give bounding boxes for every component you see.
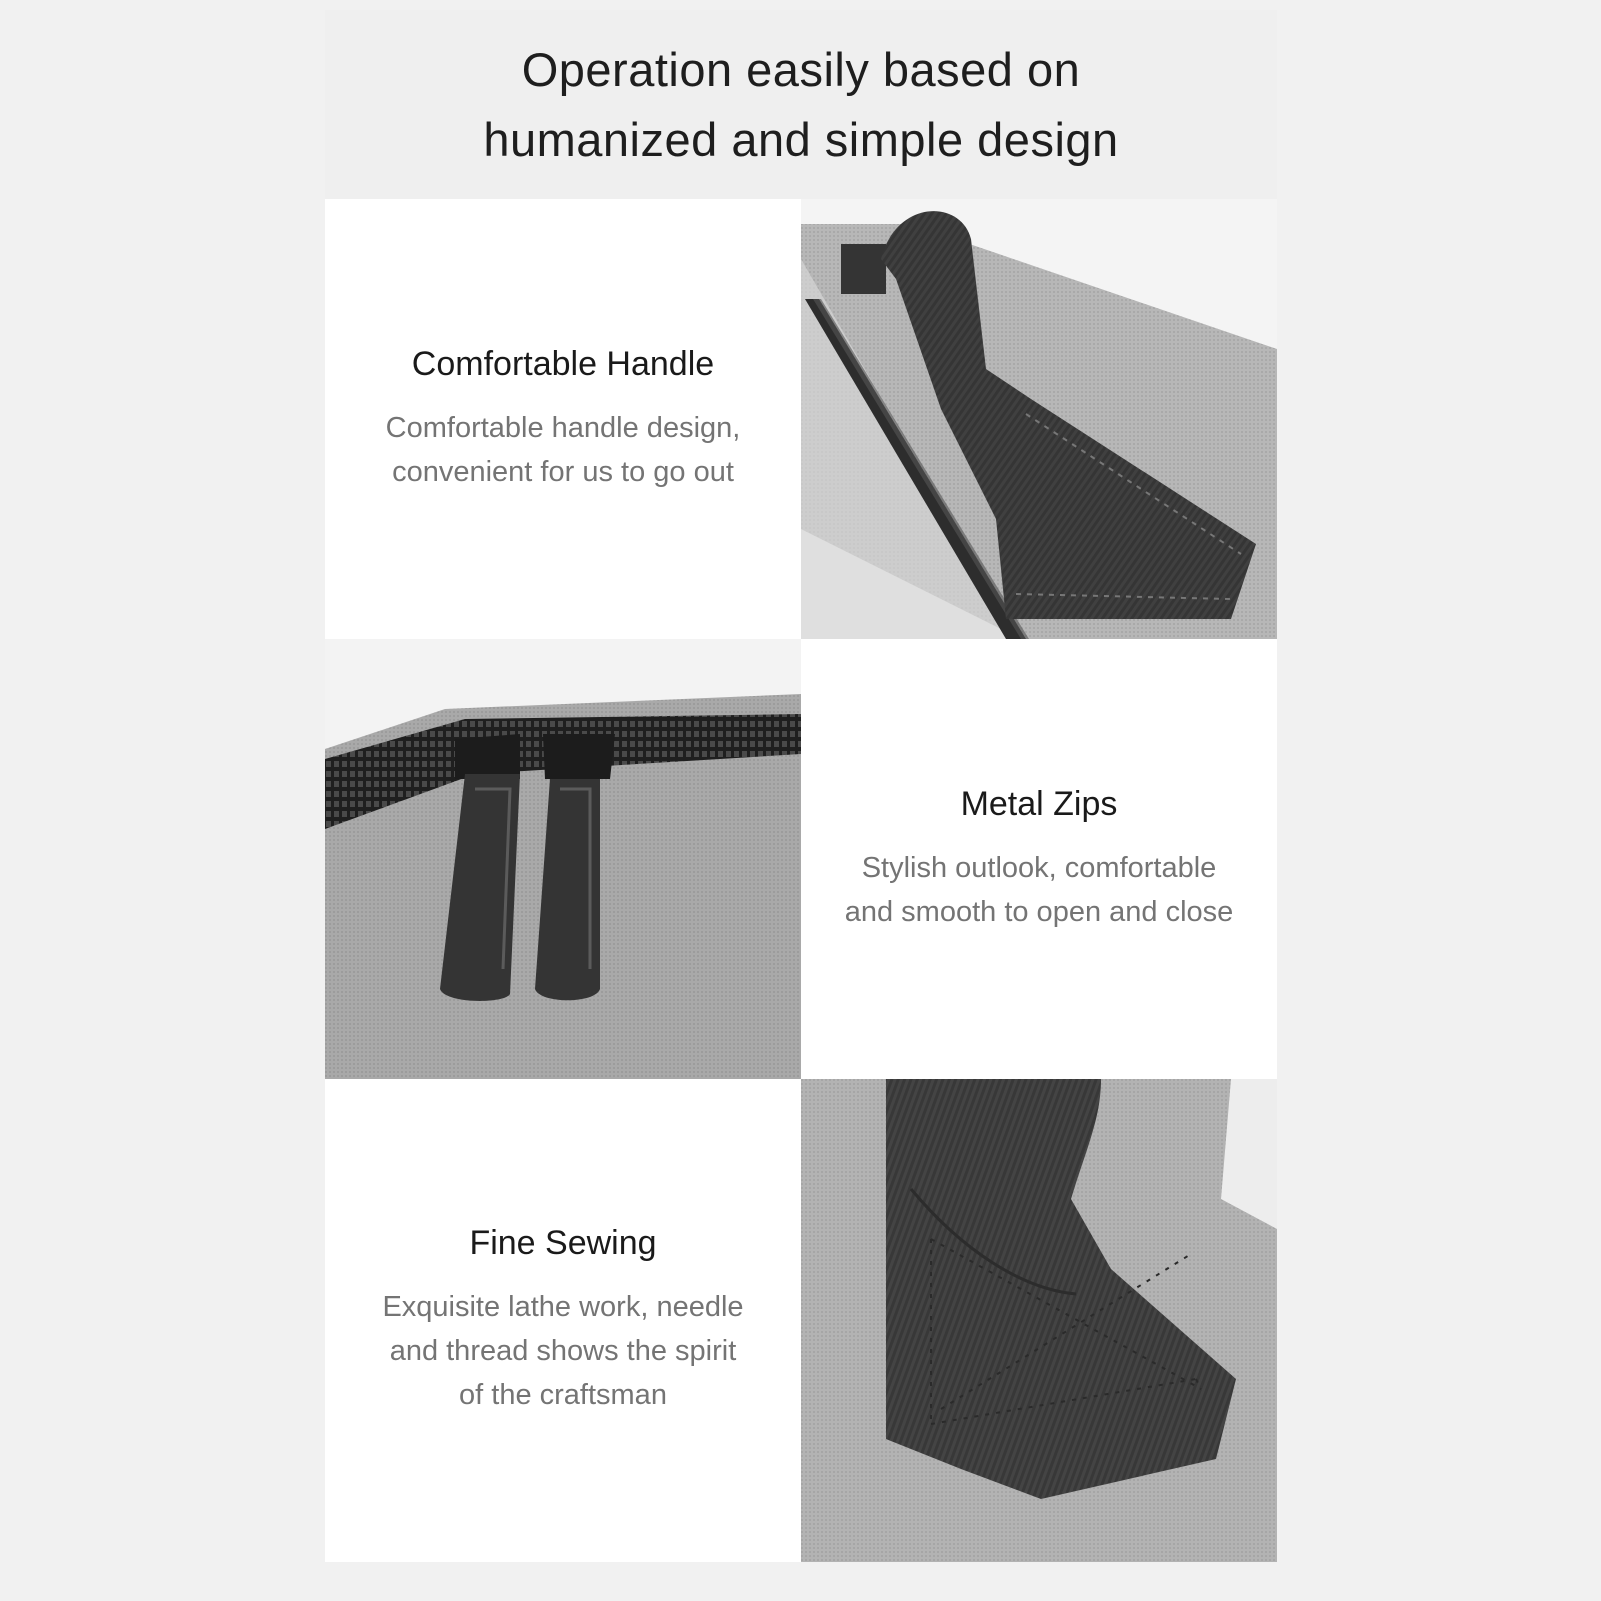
feature-zips: [801, 639, 1277, 1079]
header-banner: [325, 10, 1277, 199]
stitching-photo-icon: [801, 1079, 1277, 1562]
handle-photo-icon: [801, 199, 1277, 639]
feature-desc-line: Comfortable handle design,: [385, 411, 741, 444]
zipper-photo-icon: [325, 639, 801, 1079]
feature-handle: [325, 199, 801, 639]
feature-desc-line: Stylish outlook, comfortable: [861, 851, 1217, 884]
zipper-photo: [325, 639, 801, 1079]
feature-title: Fine Sewing: [469, 1224, 657, 1262]
handle-photo: [801, 199, 1277, 639]
product-panel: [325, 10, 1277, 1562]
feature-desc-line: and thread shows the spirit: [389, 1335, 737, 1367]
feature-title: Metal Zips: [960, 784, 1118, 823]
feature-desc-line: of the craftsman: [459, 1379, 667, 1411]
stitching-photo: [801, 1079, 1277, 1562]
feature-description: [382, 1285, 743, 1417]
feature-desc-line: and smooth to open and close: [844, 895, 1234, 928]
feature-desc-line: Exquisite lathe work, needle: [382, 1291, 744, 1323]
feature-title: Comfortable Handle: [411, 344, 715, 383]
feature-description: [845, 846, 1234, 934]
header-line-1: Operation easily based on: [521, 42, 1081, 96]
feature-desc-line: convenient for us to go out: [392, 455, 734, 488]
header-line-2: humanized and simple design: [483, 112, 1119, 166]
feature-sewing: [325, 1079, 801, 1562]
feature-description: [386, 406, 741, 494]
